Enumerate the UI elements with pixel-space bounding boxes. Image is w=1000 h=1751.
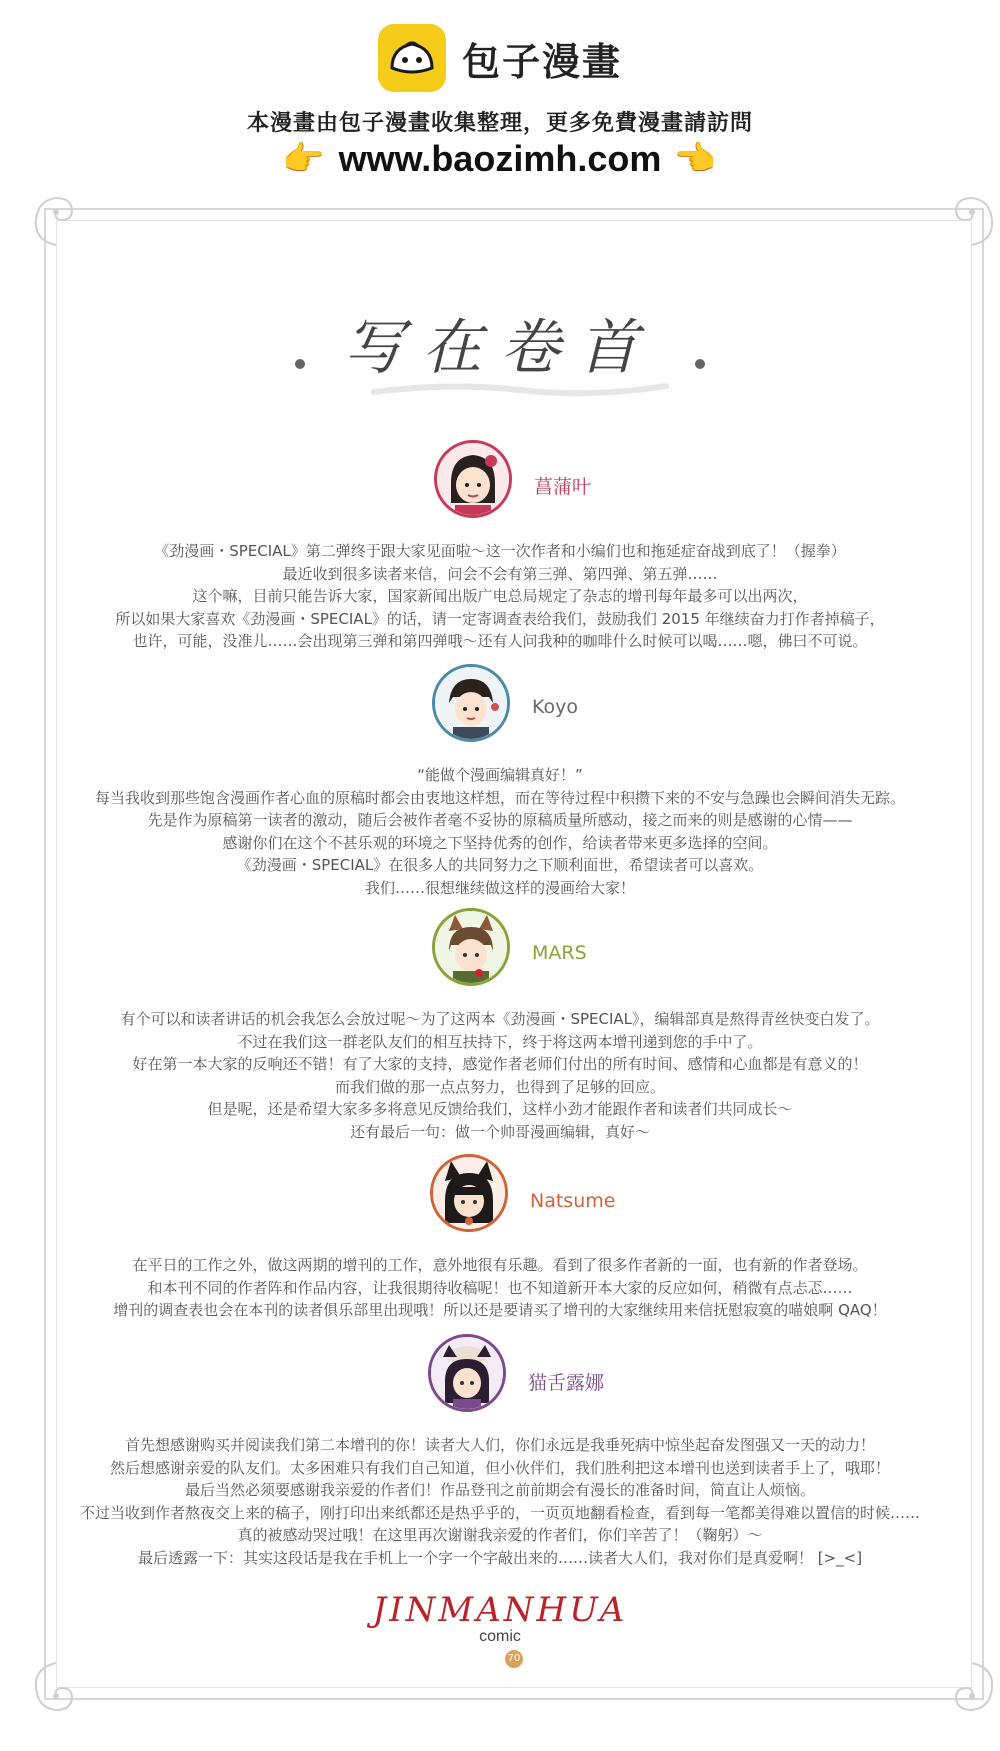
note-line: 也许，可能，没准儿……会出现第三弹和第四弹哦～还有人问我种的咖啡什么时候可以喝……嗯，佛曰不可说。 — [132, 632, 868, 650]
editor-note-section — [0, 664, 1000, 899]
magazine-logo — [0, 1590, 1000, 1646]
site-name: 包子漫畫 — [461, 39, 622, 84]
author-avatar — [432, 664, 510, 742]
brand-wordmark: JINMANHUA — [372, 1590, 628, 1630]
author-row — [0, 440, 1000, 530]
author-row — [0, 664, 1000, 754]
corner-ornament-icon — [942, 1658, 1000, 1718]
note-line: 我们……很想继续做这样的漫画给大家！ — [364, 878, 635, 897]
note-line: 不过当收到作者熬夜交上来的稿子，刚打印出来纸都还是热乎乎的，一页页地翻看检查，看到每一笔都美得难以置信的时候…… — [79, 1503, 920, 1522]
editor-note-section — [0, 1334, 1000, 1569]
note-line: 这个嘛，目前只能告诉大家，国家新闻出版广电总局规定了杂志的增刊每年最多可以出两次， — [192, 587, 808, 605]
pointing-hand-icon: 👉 — [675, 139, 718, 179]
author-name: MARS — [532, 942, 587, 964]
editor-note-section — [0, 440, 1000, 653]
author-name: 菖蒲叶 — [534, 476, 592, 498]
author-avatar — [432, 908, 510, 986]
note-line: 真的被感动哭过哦！在这里再次谢谢我亲爱的作者们，你们辛苦了！（鞠躬）～ — [237, 1526, 763, 1544]
author-name: Natsume — [530, 1190, 616, 1212]
site-url-link[interactable]: www.baozimh.com — [338, 138, 662, 179]
baozi-bun-icon — [378, 24, 446, 92]
page-title: 写在卷首 — [344, 313, 656, 383]
corner-ornament-icon — [26, 190, 86, 250]
author-row — [0, 1334, 1000, 1424]
note-line: 首先想感谢购买并阅读我们第二本增刊的你！读者大人们，你们永远是我垂死病中惊坐起奋发图强又一天的动力！ — [124, 1436, 875, 1454]
logo-row[interactable] — [0, 24, 1000, 92]
editor-note-section — [0, 1154, 1000, 1322]
note-line: 感谢你们在这个不甚乐观的环境之下坚持优秀的创作，给读者带来更多选择的空间。 — [222, 833, 778, 852]
site-header — [0, 0, 1000, 200]
note-line: 还有最后一句：做一个帅哥漫画编辑，真好～ — [349, 1122, 650, 1141]
editor-note-section — [0, 908, 1000, 1143]
corner-ornament-icon — [942, 190, 1000, 250]
site-tagline: 本漫畫由包子漫畫收集整理，更多免費漫畫請訪問 — [246, 111, 753, 136]
author-avatar — [430, 1154, 508, 1232]
note-line: 有个可以和读者讲话的机会我怎么会放过呢～为了这两本《劲漫画・SPECIAL》，编辑部真是熬得青丝快变白发了。 — [120, 1010, 880, 1028]
note-body — [0, 1008, 1000, 1143]
brand-subtitle: comic — [479, 1628, 521, 1645]
title-dot-icon — [295, 359, 305, 369]
note-line: 和本刊不同的作者阵和作品内容，让我很期待收稿呢！也不知道新开本大家的反应如何，稍微有点忐忑…… — [147, 1278, 853, 1297]
title-dot-icon — [695, 359, 705, 369]
note-line: 每当我收到那些饱含漫画作者心血的原稿时都会由衷地这样想，而在等待过程中积攒下来的不安与急躁也会瞬间消失无踪。 — [94, 788, 905, 807]
title-underline-swoosh — [370, 378, 670, 402]
author-name: Koyo — [532, 696, 579, 718]
corner-ornament-icon — [26, 1658, 86, 1718]
author-name: 猫舌露娜 — [528, 1372, 605, 1394]
author-row — [0, 908, 1000, 998]
note-line: 在平日的工作之外，做这两期的增刊的工作，意外地很有乐趣。看到了很多作者新的一面，也有新的作者登场。 — [132, 1256, 868, 1274]
note-line: 而我们做的那一点点努力，也得到了足够的回应。 — [334, 1077, 665, 1096]
note-line: “能做个漫画编辑真好！” — [417, 766, 583, 784]
note-line: 最近收到很多读者来信，问会不会有第三弹、第四弹、第五弹…… — [282, 564, 718, 583]
note-line: 增刊的调查表也会在本刊的读者俱乐部里出现哦！所以还是要请买了增刊的大家继续用来信抚慰寂寞的喵娘啊 QAQ！ — [113, 1301, 887, 1319]
note-body — [0, 540, 1000, 653]
note-line: 最后透露一下：其实这段话是我在手机上一个字一个字敲出来的……读者大人们，我对你们是真爱啊！ [>_<] — [137, 1548, 863, 1567]
bun-graphic — [388, 38, 436, 78]
author-avatar — [428, 1334, 506, 1412]
note-line: 不过在我们这一群老队友们的相互扶持下，终于将这两本增刊递到您的手中了。 — [237, 1032, 763, 1051]
note-line: 好在第一本大家的反响还不错！有了大家的支持，感觉作者老师们付出的所有时间、感情和心血都是有意义的！ — [132, 1055, 868, 1073]
note-body — [0, 764, 1000, 899]
note-line: 然后想感谢亲爱的队友们。太多困难只有我们自己知道，但小伙伴们，我们胜利把这本增刊也送到读者手上了，哦耶！ — [109, 1458, 890, 1477]
url-row — [0, 138, 1000, 180]
note-line: 最后当然必须要感谢我亲爱的作者们！作品登刊之前前期会有漫长的准备时间，简直让人烦恼。 — [184, 1481, 815, 1499]
note-line: 《劲漫画・SPECIAL》第二弹终于跟大家见面啦～这一次作者和小编们也和拖延症奋战到底了！（握拳） — [154, 542, 846, 560]
pointing-hand-icon: 👉 — [282, 139, 325, 179]
note-body — [0, 1434, 1000, 1569]
note-line: 但是呢，还是希望大家多多将意见反馈给我们，这样小劲才能跟作者和读者们共同成长～ — [207, 1100, 793, 1118]
author-avatar — [434, 440, 512, 518]
page-number: 70 — [505, 1650, 523, 1668]
note-body — [0, 1254, 1000, 1322]
note-line: 《劲漫画・SPECIAL》在很多人的共同努力之下顺利面世，希望读者可以喜欢。 — [236, 856, 764, 874]
title-block — [0, 300, 1000, 386]
note-line: 先是作为原稿第一读者的激动，随后会被作者毫不妥协的原稿质量所感动，接之而来的则是感谢的心情—— — [147, 811, 853, 829]
author-row — [0, 1154, 1000, 1244]
note-line: 所以如果大家喜欢《劲漫画・SPECIAL》的话，请一定寄调查表给我们，鼓励我们 2015 年继续奋力打作者掉稿子， — [115, 609, 885, 628]
